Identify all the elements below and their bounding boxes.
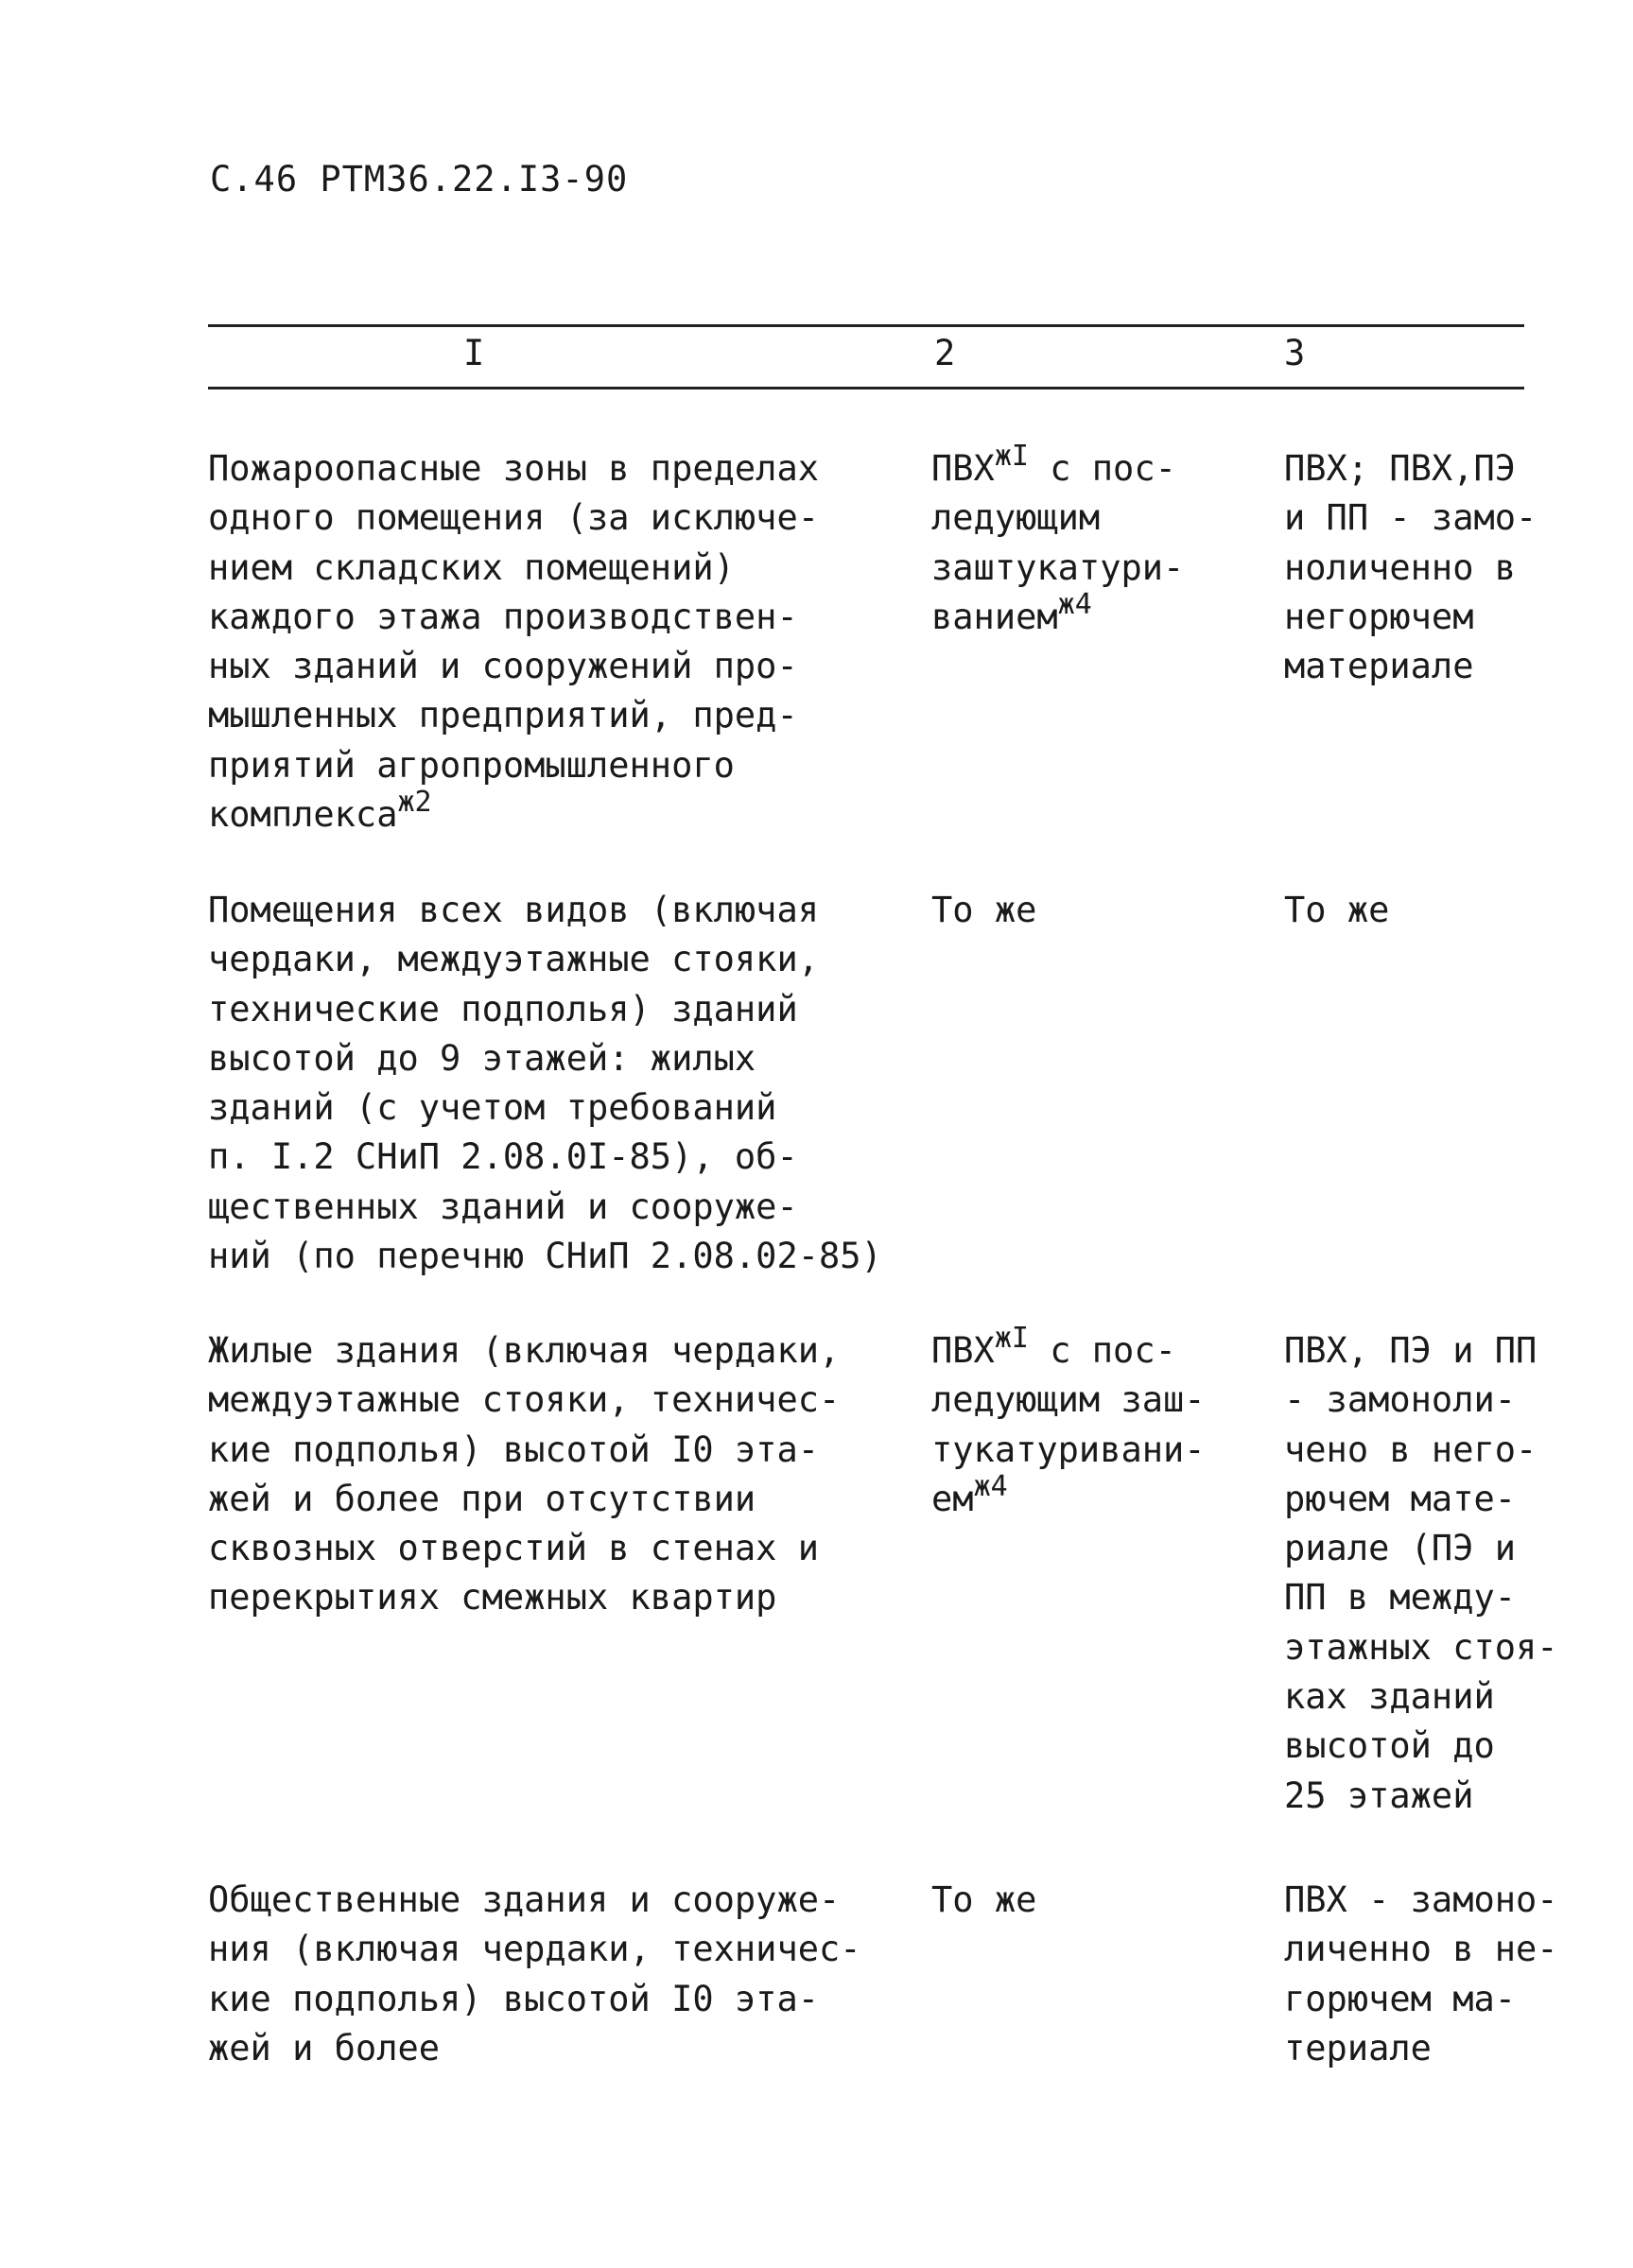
cell-line <box>1284 2024 1558 2073</box>
cell-line <box>1284 1524 1558 1573</box>
cell-line <box>208 2024 861 2073</box>
cell-line <box>208 691 819 740</box>
cell-line <box>931 587 1184 642</box>
cell-line <box>931 493 1184 543</box>
line-text-continuation: с пос- <box>1028 448 1176 489</box>
line-text: перекрытиях смежных квартир <box>208 1577 777 1619</box>
line-text: ем <box>931 1478 974 1519</box>
row-3-wiring-cell <box>931 1322 1206 1524</box>
line-text: высотой до 9 этажей: жилых <box>208 1037 756 1079</box>
cell-line <box>931 1322 1206 1376</box>
page-header: С.46 РТМ36.22.I3-90 <box>210 159 629 199</box>
line-text: риале (ПЭ и <box>1284 1528 1517 1569</box>
cell-line <box>208 444 819 493</box>
line-text: ПВХ, ПЭ и ПП <box>1284 1330 1537 1371</box>
cell-line <box>931 1426 1206 1475</box>
line-text: ных зданий и сооружений про- <box>208 646 798 687</box>
line-text: щественных зданий и сооруже- <box>208 1186 798 1227</box>
line-text: ПВХ - замоно- <box>1284 1879 1558 1920</box>
cell-line <box>208 1083 882 1133</box>
row-4-wiring-cell <box>931 1876 1036 1925</box>
line-text: ПВХ <box>931 1330 995 1371</box>
line-text: Жилые здания (включая чердаки, <box>208 1330 841 1371</box>
line-text: чердаки, междуэтажные стояки, <box>208 939 820 980</box>
cell-line <box>931 544 1184 593</box>
cell-line <box>1284 886 1389 935</box>
table-header-rule <box>208 387 1524 390</box>
cell-line <box>931 1876 1036 1925</box>
footnote-marker: ж4 <box>973 1469 1008 1503</box>
cell-line <box>208 1034 882 1083</box>
line-text-continuation: с пос- <box>1028 1330 1176 1371</box>
cell-line <box>1284 1925 1558 1974</box>
line-text: личенно в не- <box>1284 1929 1558 1970</box>
line-text: чено в него- <box>1284 1428 1537 1470</box>
cell-line <box>1284 1672 1558 1722</box>
line-text: То же <box>931 1879 1037 1920</box>
cell-line <box>208 1524 840 1573</box>
line-text: ния (включая чердаки, техничес- <box>208 1929 861 1970</box>
line-text: жей и более при отсутствии <box>208 1478 756 1519</box>
column-header-2: 2 <box>934 333 956 373</box>
line-text: заштукатури- <box>931 546 1185 588</box>
line-text: п. I.2 СНиП 2.08.0I-85), об- <box>208 1136 798 1178</box>
cell-line <box>931 1469 1206 1524</box>
row-4-location-cell <box>208 1876 861 2073</box>
cell-line <box>1284 1426 1558 1475</box>
cell-line <box>1284 1772 1558 1821</box>
cell-line <box>1284 642 1537 691</box>
cell-line <box>208 1573 840 1622</box>
row-1-wiring-cell <box>931 440 1185 642</box>
cell-line <box>931 886 1036 935</box>
cell-line <box>931 440 1184 493</box>
line-text: ках зданий <box>1284 1676 1495 1718</box>
line-text: нием складских помещений) <box>208 546 735 588</box>
column-header-1: I <box>463 333 485 373</box>
line-text: высотой до <box>1284 1725 1495 1767</box>
line-text: Помещения всех видов (включая <box>208 890 820 930</box>
line-text: технические подполья) зданий <box>208 988 798 1030</box>
line-text: тукатуривани- <box>931 1428 1206 1470</box>
row-3-material-cell <box>1284 1326 1558 1821</box>
row-2-location-cell <box>208 886 882 1281</box>
cell-line <box>208 741 819 790</box>
cell-line <box>1284 1876 1558 1925</box>
cell-line <box>1284 1573 1558 1622</box>
cell-line <box>208 642 819 691</box>
line-text: и ПП - замо- <box>1284 497 1537 539</box>
cell-line <box>1284 444 1537 493</box>
cell-line <box>208 935 882 984</box>
row-2-material-cell <box>1284 886 1389 935</box>
cell-line <box>208 886 882 935</box>
cell-line <box>208 1232 882 1281</box>
cell-line <box>1284 1326 1558 1376</box>
cell-line <box>208 1326 840 1376</box>
line-text: этажных стоя- <box>1284 1626 1558 1668</box>
cell-line <box>208 1925 861 1974</box>
line-text: сквозных отверстий в стенах и <box>208 1528 820 1569</box>
line-text: мышленных предприятий, пред- <box>208 695 798 736</box>
line-text: материале <box>1284 646 1474 687</box>
line-text: горючем ма- <box>1284 1978 1517 2019</box>
line-text: комплекса <box>208 794 398 836</box>
line-text: Пожароопасные зоны в пределах <box>208 448 820 489</box>
cell-line <box>208 985 882 1034</box>
cell-line <box>208 593 819 642</box>
cell-line <box>1284 544 1537 593</box>
line-text: 25 этажей <box>1284 1775 1474 1816</box>
cell-line <box>208 1426 840 1475</box>
line-text: междуэтажные стояки, техничес- <box>208 1379 841 1421</box>
line-text: Общественные здания и сооруже- <box>208 1879 841 1920</box>
cell-line <box>1284 1376 1558 1425</box>
cell-line <box>208 544 819 593</box>
cell-line <box>931 1376 1206 1425</box>
cell-line <box>1284 493 1537 543</box>
footnote-marker: жI <box>994 440 1029 473</box>
line-text: ний (по перечню СНиП 2.08.02-85) <box>208 1236 882 1277</box>
line-text: ванием <box>931 596 1058 637</box>
line-text: кие подполья) высотой I0 эта- <box>208 1978 820 2019</box>
line-text: жей и более <box>208 2027 441 2069</box>
cell-line <box>1284 593 1537 642</box>
line-text: ледующим заш- <box>931 1379 1206 1421</box>
line-text: рючем мате- <box>1284 1478 1517 1519</box>
cell-line <box>208 1133 882 1182</box>
line-text: То же <box>931 890 1037 930</box>
column-header-3: 3 <box>1284 333 1306 373</box>
footnote-marker: жI <box>994 1322 1029 1355</box>
table-top-rule <box>208 324 1524 327</box>
footnote-marker: ж2 <box>397 786 432 820</box>
line-text: кие подполья) высотой I0 эта- <box>208 1428 820 1470</box>
line-text: ноличенно в <box>1284 546 1517 588</box>
cell-line <box>1284 1623 1558 1672</box>
line-text: каждого этажа производствен- <box>208 596 798 637</box>
cell-line <box>208 493 819 543</box>
line-text: одного помещения (за исключе- <box>208 497 820 539</box>
line-text: ледующим <box>931 497 1101 539</box>
row-2-wiring-cell <box>931 886 1036 935</box>
line-text: териале <box>1284 2027 1432 2069</box>
cell-line <box>1284 1975 1558 2024</box>
line-text: приятий агропромышленного <box>208 744 735 786</box>
row-4-material-cell <box>1284 1876 1558 2073</box>
line-text: зданий (с учетом требований <box>208 1087 777 1129</box>
cell-line <box>208 1876 861 1925</box>
line-text: негорючем <box>1284 596 1474 637</box>
cell-line <box>208 1475 840 1524</box>
line-text: ПВХ; ПВХ,ПЭ <box>1284 448 1517 489</box>
line-text: ПВХ <box>931 448 995 489</box>
row-3-location-cell <box>208 1326 840 1623</box>
row-1-location-cell <box>208 444 819 840</box>
row-1-material-cell <box>1284 444 1537 691</box>
line-text: ПП в междy- <box>1284 1577 1517 1619</box>
line-text: То же <box>1284 890 1390 930</box>
line-text: - замоноли- <box>1284 1379 1517 1421</box>
cell-line <box>208 1376 840 1425</box>
cell-line <box>208 786 819 840</box>
cell-line <box>1284 1722 1558 1771</box>
cell-line <box>1284 1475 1558 1524</box>
cell-line <box>208 1183 882 1232</box>
footnote-marker: ж4 <box>1057 587 1092 621</box>
cell-line <box>208 1975 861 2024</box>
